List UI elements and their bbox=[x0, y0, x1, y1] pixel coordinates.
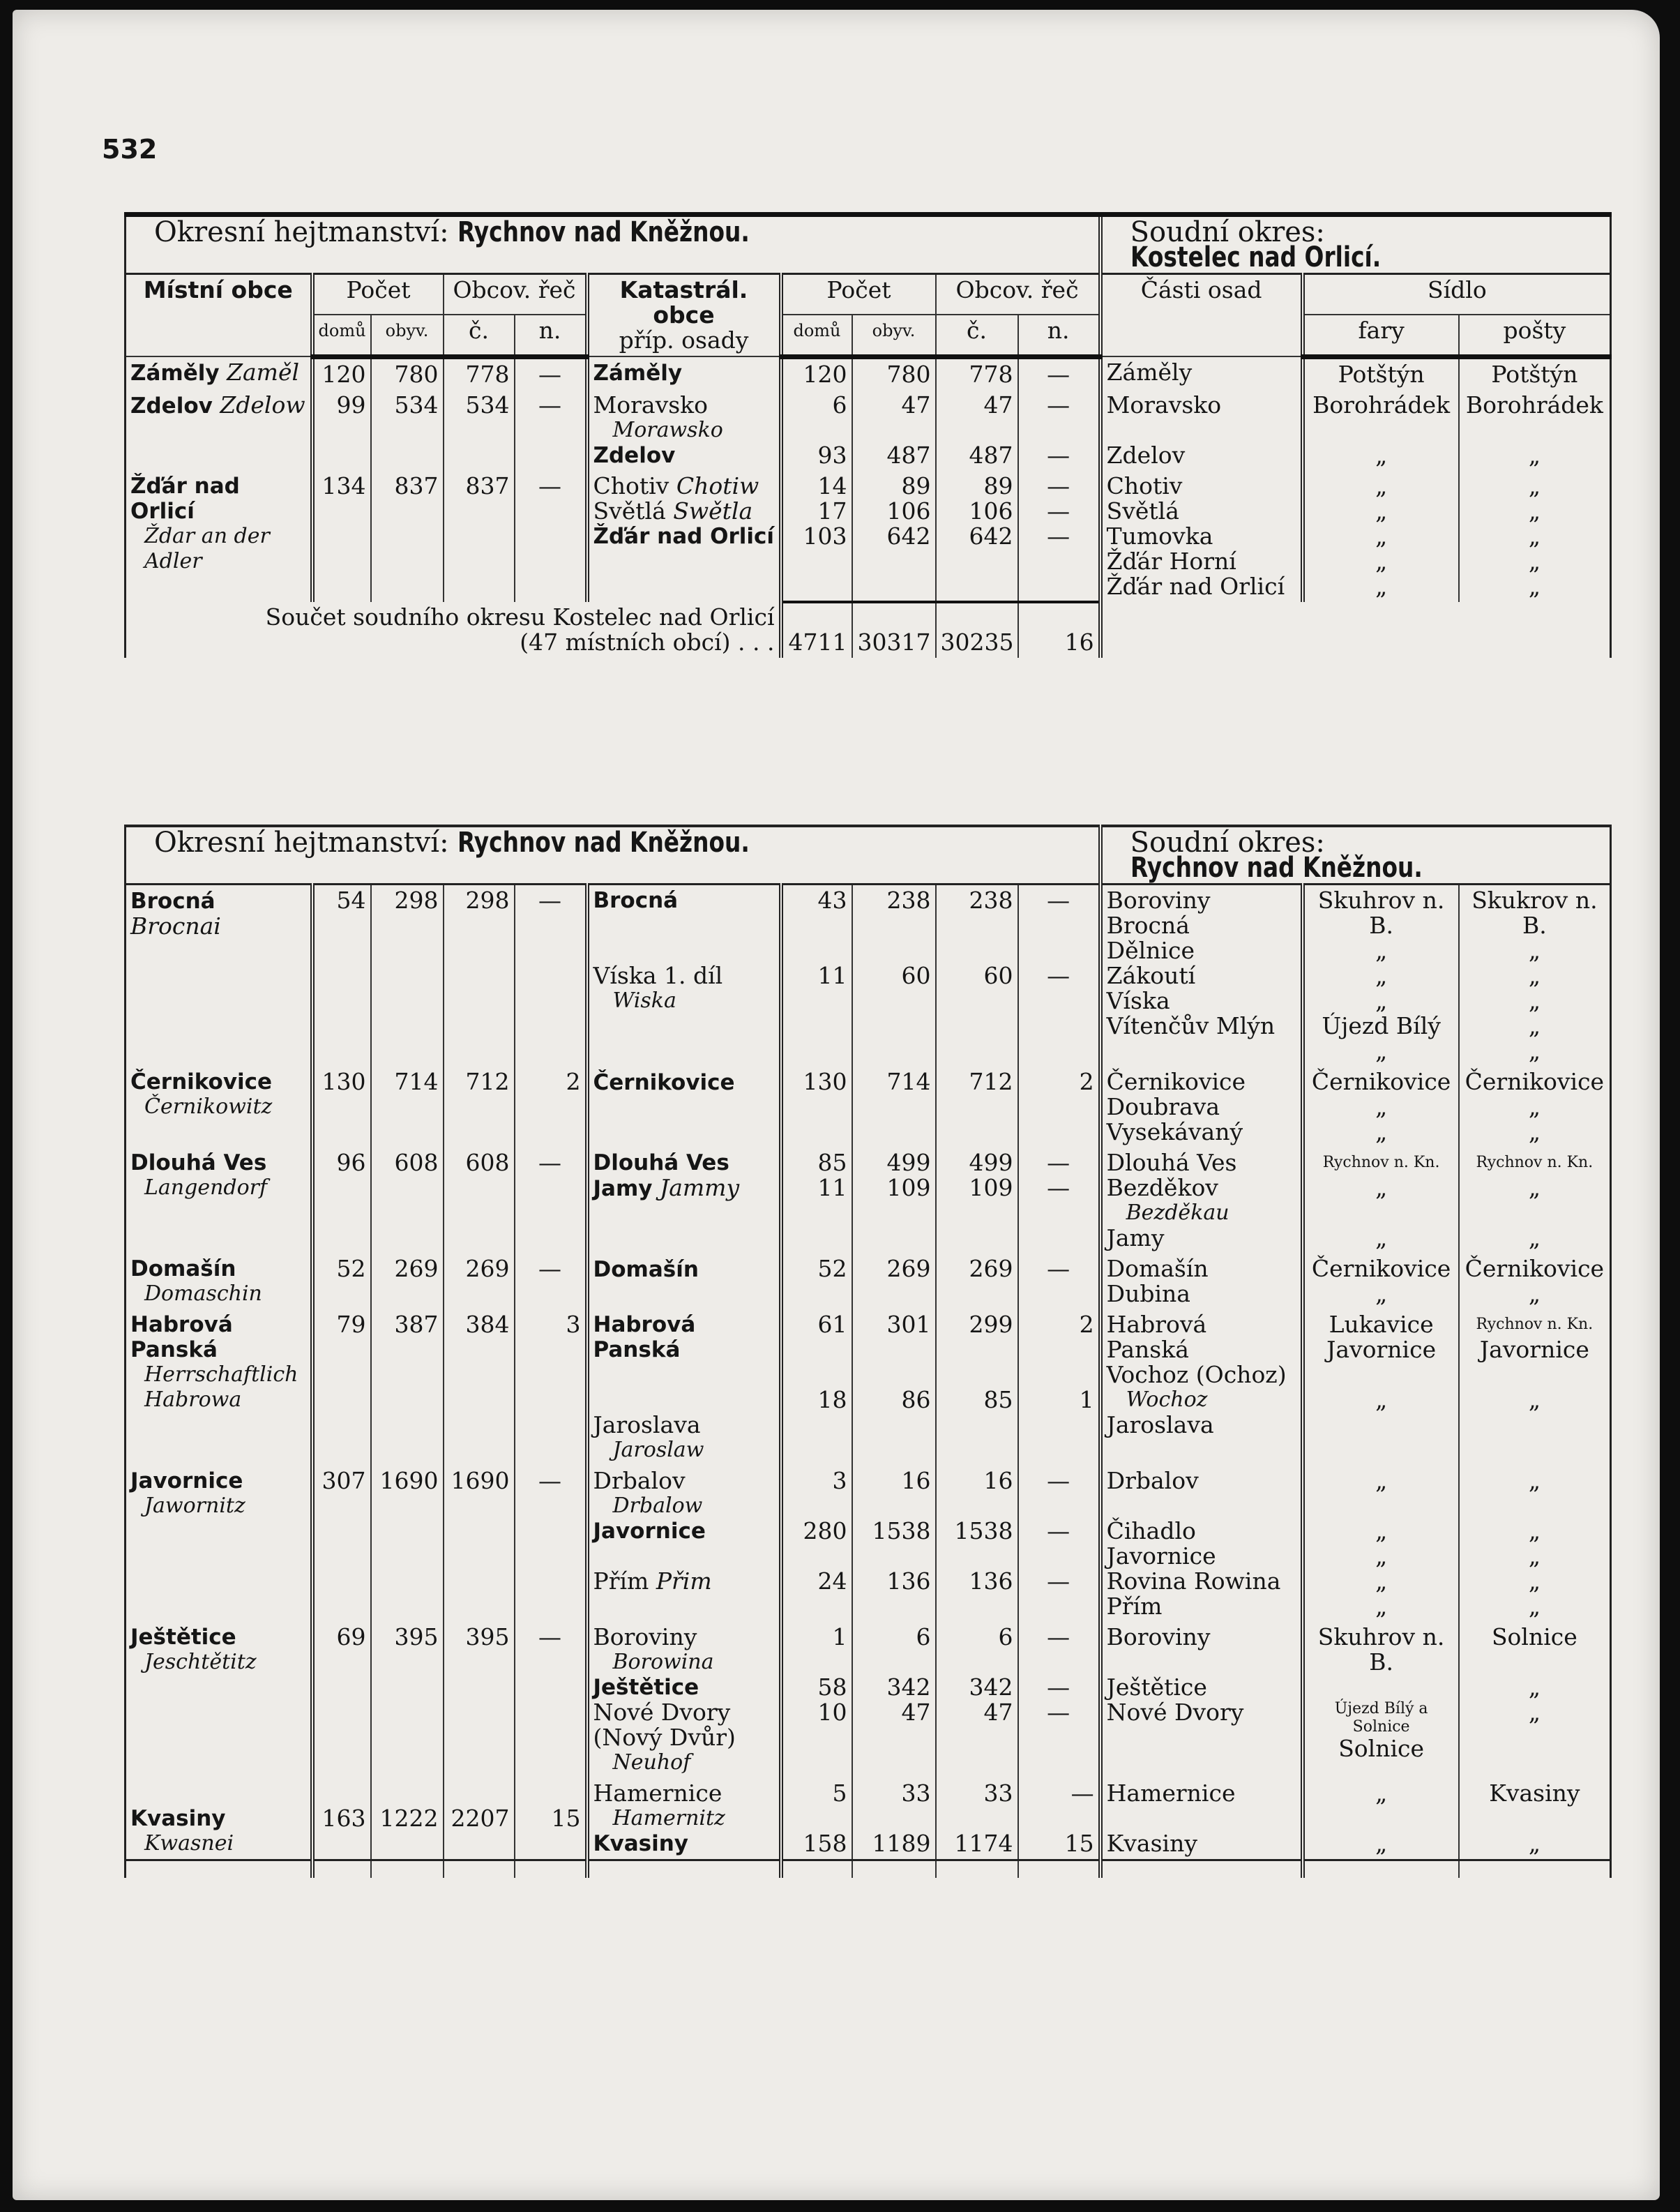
soud-value: Rychnov nad Kněžnou. bbox=[1130, 852, 1423, 884]
table-row: Dlouhá Ves Langendorf 96 608 608 — Dlouhá Ves Jamy Jammy 85 11 499 109 499 109 — — Dlouhá Ves Bezděkov Bezděkau Jamy Rychnov n. Kn. „ „ Rychnov n. Kn. „ „ bbox=[126, 1148, 1611, 1254]
okres-label: Okresní hejtmanství: bbox=[154, 827, 449, 859]
table-row: Domašín Domaschin 52 269 269 — Domašín 52 269 269 — Domašín Dubina Černikovice „ Černikovice „ bbox=[126, 1254, 1611, 1309]
table-row: Záměly Zaměl 120 780 778 — Záměly 120 780 778 — Záměly Potštýn Potštýn bbox=[126, 356, 1611, 390]
okres-value: Rychnov nad Kněžnou. bbox=[457, 827, 750, 859]
sum-row bbox=[126, 602, 1611, 658]
hdr-domu: domů bbox=[312, 315, 371, 357]
hdr-domu-2: domů bbox=[781, 315, 852, 357]
sum-c: 30235 bbox=[936, 602, 1018, 658]
table-kostelec bbox=[124, 212, 1612, 658]
okres-header bbox=[126, 826, 1611, 885]
hdr-sidlo: Sídlo bbox=[1303, 274, 1611, 315]
hdr-n-2: n. bbox=[1018, 315, 1100, 357]
table-row: Černikovice Černikowitz 130 714 712 2 Černikovice 130 714 712 2 Černikovice Doubrava Vysekávaný Černikovice „ „ Černikovice „ „ bbox=[126, 1067, 1611, 1148]
column-header-top bbox=[126, 274, 1611, 315]
soud-value: Kostelec nad Orlicí. bbox=[1130, 241, 1381, 273]
table-rychnov bbox=[124, 825, 1612, 1878]
okres-header bbox=[126, 215, 1611, 274]
table-row: Zdelov Zdelow 99 534 534 — Moravsko Morawsko Zdelov 6 93 47 487 47 487 — — Moravsko Zdelov Borohrádek „ Borohrádek „ bbox=[126, 390, 1611, 471]
hdr-obyv: obyv. bbox=[371, 315, 444, 357]
hdr-n: n. bbox=[515, 315, 587, 357]
hdr-obyv-2: obyv. bbox=[852, 315, 936, 357]
hdr-c-2: č. bbox=[936, 315, 1018, 357]
table-row: Javornice Jawornitz 307 1690 1690 — Drbalov Drbalow Javornice Přím Přim 3 280 24 16 1538 136 16 1538 136 — — — Drbalov Čihadlo Javornice Rovina Rowina Přím „ „ „ „ „ „ „ „ „ „ bbox=[126, 1466, 1611, 1622]
table-row: Kvasiny Kwasnei 163 1222 2207 15 Hamernice Hamernitz Kvasiny 5 158 33 1189 33 1174 — 15 Hamernice Kvasiny „ „ Kvasiny „ bbox=[126, 1778, 1611, 1860]
table-row: Habrová Panská Herrschaftlich Habrowa 79 387 384 3 Habrová Panská Jaroslava Jaroslaw 61 18 301 86 299 85 2 1 Habrová Panská Vochoz (Ochoz) Wochoz Jaroslava Lukavice Javornice „ Rychnov n. Kn. Javornice „ bbox=[126, 1309, 1611, 1466]
soud-label: Soudní okres: bbox=[1130, 216, 1325, 248]
sum-obyv: 30317 bbox=[852, 602, 936, 658]
okres-label: Okresní hejtmanství: bbox=[154, 216, 449, 248]
sum-label-2: (47 místních obcí) . . . bbox=[520, 628, 775, 656]
hdr-obcov-rec-2: Obcov. řeč bbox=[936, 274, 1100, 315]
hdr-pocet-2: Počet bbox=[781, 274, 936, 315]
table-row: Brocná Brocnai 54 298 298 — Brocná Víska 1. díl Wiska 43 11 238 60 238 60 — — Boroviny Brocná Dělnice Zákoutí Víska Vítenčův Mlýn Skuhrov n. B. „ „ „ Újezd Bílý „ Skukrov n. B. „ „ „ „ „ bbox=[126, 885, 1611, 1067]
table-row: Žďár nad Orlicí Ždar an der Adler 134 837 837 — Chotiv Chotiw Světlá Swětla Žďár nad Orlicí 14 17 103 89 106 642 89 106 642 — — — Chotiv Světlá Tumovka Žďár Horní Žďár nad Orlicí „ „ „ „ „ „ „ „ „ „ bbox=[126, 471, 1611, 602]
hdr-casti-osad: Části osad bbox=[1100, 274, 1303, 357]
table-row: Ještětice Jeschtětitz 69 395 395 — Boroviny Borowina Ještětice Nové Dvory (Nový Dvůr) Neuhof 1 58 10 6 342 47 6 342 47 — — — Boroviny Ještětice Nové Dvory Skuhrov n. B. Újezd Bílý a Solnice Solnice Solnice „ „ bbox=[126, 1622, 1611, 1778]
hdr-posty: pošty bbox=[1459, 315, 1611, 357]
hdr-c: č. bbox=[444, 315, 515, 357]
okres-value: Rychnov nad Kněžnou. bbox=[457, 216, 750, 248]
hdr-fary: fary bbox=[1303, 315, 1459, 357]
column-header-bottom bbox=[126, 315, 1611, 357]
hdr-obcov-rec: Obcov. řeč bbox=[444, 274, 587, 315]
hdr-katastral: Katastrál. obce příp. osady bbox=[587, 274, 781, 357]
soud-label: Soudní okres: bbox=[1130, 827, 1325, 859]
sum-domu: 4711 bbox=[781, 602, 852, 658]
hdr-pocet: Počet bbox=[312, 274, 444, 315]
document-page bbox=[13, 10, 1660, 2200]
table-bottom-rule bbox=[126, 1860, 1611, 1879]
hdr-mistni-obce: Místní obce bbox=[126, 274, 312, 357]
sum-n: 16 bbox=[1018, 602, 1100, 658]
sum-label-1: Součet soudního okresu Kostelec nad Orlicí bbox=[265, 603, 775, 631]
page-number: 532 bbox=[102, 134, 158, 165]
